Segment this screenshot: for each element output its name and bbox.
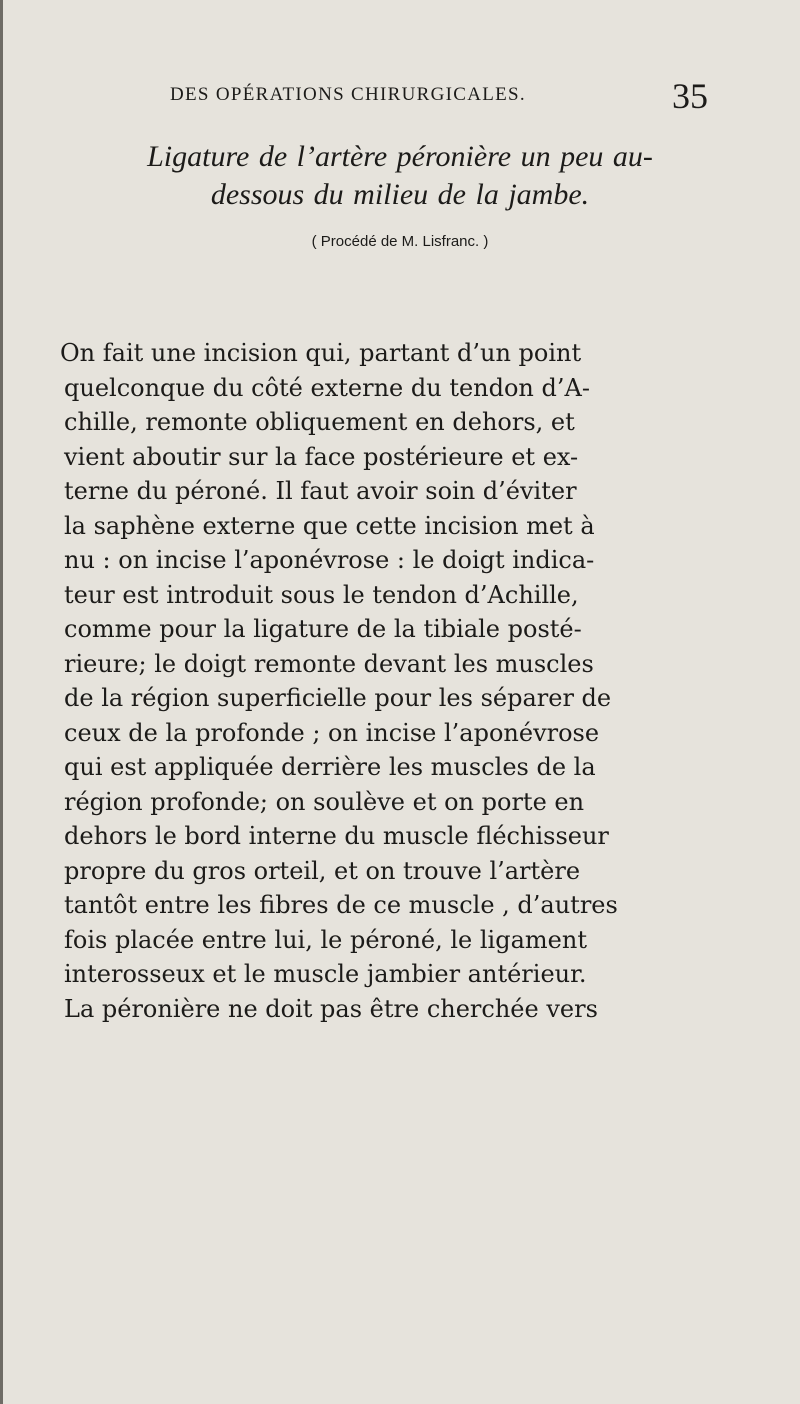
text-line: teur est introduit sous le tendon d’Achille, [64,580,579,609]
running-title: DES OPÉRATIONS CHIRURGICALES. [170,84,526,105]
text-line: qui est appliquée derrière les muscles de la [64,753,596,781]
text-line: La péronière ne doit pas être cherchée vers [64,994,598,1023]
text-line: interosseux et le muscle jambier antérieur. [64,960,587,988]
text-line: dehors le bord interne du muscle fléchisseur [64,822,609,850]
text-line: On fait une incision qui, partant d’un point [60,339,582,367]
text-line: la saphène externe que cette incision met à [64,511,595,540]
page-number: 35 [672,76,708,116]
text-line: rieure; le doigt remonte devant les muscles [64,649,594,678]
text-line: vient aboutir sur la face postérieure et ex- [64,442,579,471]
section-title [0,138,800,214]
text-line: propre du gros orteil, et on trouve l’artère [64,856,581,885]
text-line: nu : on incise l’aponévrose : le doigt indica- [64,546,595,574]
page-header [0,75,800,115]
text-line: fois placée entre lui, le péroné, le ligament [64,925,587,954]
text-line: comme pour la ligature de la tibiale posté- [64,615,582,643]
text-line: tantôt entre les fibres de ce muscle , d’autres [64,891,618,919]
section-title-line: Ligature de l’artère péronière un peu au- [147,140,653,173]
text-line: région profonde; on soulève et on porte en [64,787,585,816]
procedure-note: ( Procédé de M. Lisfranc. ) [311,233,489,250]
body-paragraph [60,336,754,1026]
text-line: de la région superficielle pour les séparer de [64,684,612,712]
text-line: ceux de la profonde ; on incise l’aponévrose [64,718,600,747]
section-title-line: dessous du milieu de la jambe. [210,178,590,211]
text-line: quelconque du côté externe du tendon d’A- [64,373,590,402]
text-line: terne du péroné. Il faut avoir soin d’éviter [64,477,577,505]
text-line: chille, remonte obliquement en dehors, et [64,408,575,436]
